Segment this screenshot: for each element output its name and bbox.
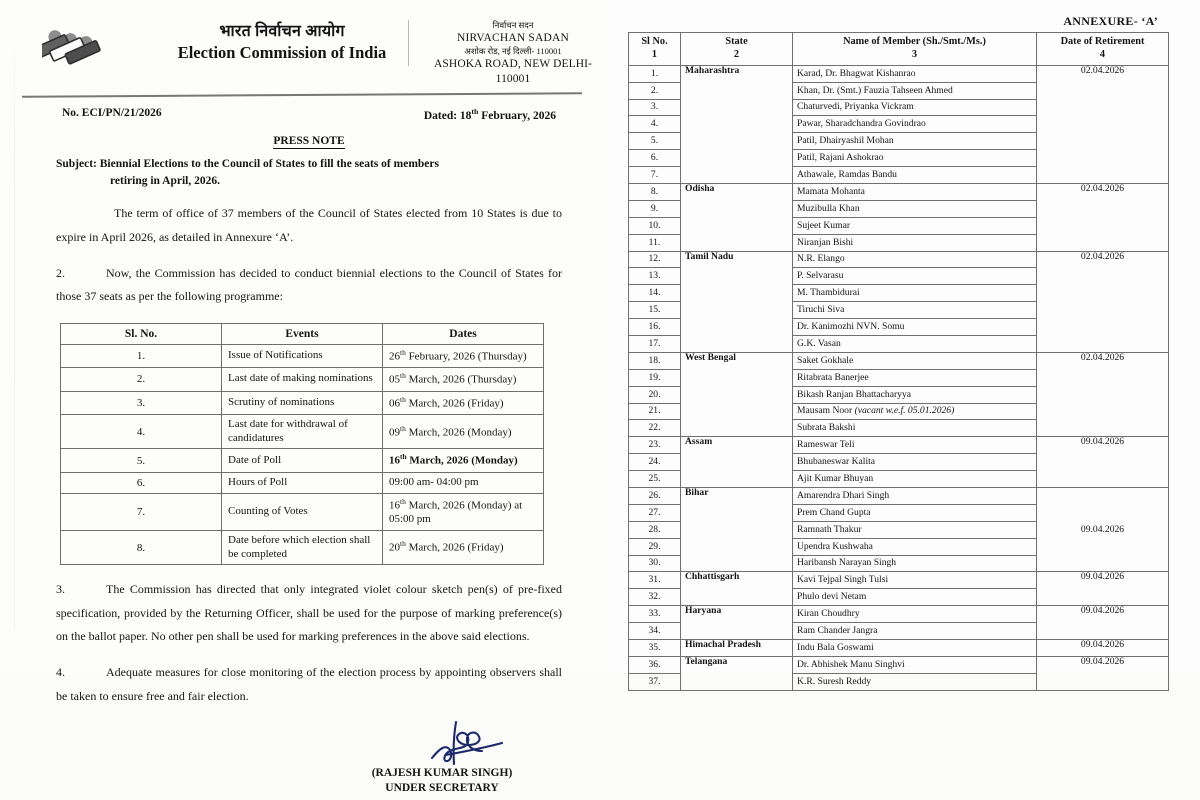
annexure-body — [629, 65, 1169, 690]
annexure-header-slno: Sl No. 1 — [629, 33, 681, 66]
annexure-cell-member: P. Selvarasu — [793, 268, 1037, 285]
annexure-cell-member: Kiran Choudhry — [793, 606, 1037, 623]
schedule-cell-date: 20th March, 2026 (Friday) — [383, 530, 544, 565]
schedule-cell-slno: 4. — [61, 414, 222, 449]
annexure-cell-retirement-date: 02.04.2026 — [1037, 65, 1169, 183]
annexure-cell-slno: 2. — [629, 82, 681, 99]
schedule-cell-date: 05th March, 2026 (Thursday) — [383, 368, 544, 391]
schedule-cell-slno: 3. — [61, 391, 222, 414]
table-row — [61, 493, 544, 530]
annexure-cell-member: Ajit Kumar Bhuyan — [793, 471, 1037, 488]
annexure-cell-slno: 14. — [629, 285, 681, 302]
letterhead-divider — [408, 20, 409, 66]
schedule-cell-event: Last date for withdrawal of candidatures — [222, 414, 383, 449]
schedule-cell-event: Scrutiny of nominations — [222, 391, 383, 414]
table-row — [629, 572, 1169, 589]
schedule-cell-slno: 1. — [61, 344, 222, 367]
annexure-cell-retirement-date: 02.04.2026 — [1037, 251, 1169, 352]
annexure-cell-member: Saket Gokhale — [793, 352, 1037, 369]
annexure-cell-member: Amarendra Dhari Singh — [793, 487, 1037, 504]
annexure-header-retirement: Date of Retirement 4 — [1037, 33, 1169, 66]
annexure-cell-member: Phulo devi Netam — [793, 589, 1037, 606]
annexure-cell-member: Rameswar Teli — [793, 437, 1037, 454]
eci-ballot-logo-icon — [42, 18, 116, 80]
schedule-cell-slno: 8. — [61, 530, 222, 565]
table-row — [61, 414, 544, 449]
annexure-cell-slno: 37. — [629, 673, 681, 690]
schedule-header-dates: Dates — [383, 323, 544, 344]
schedule-cell-event: Hours of Poll — [222, 472, 383, 493]
table-row — [629, 437, 1169, 454]
annexure-cell-slno: 26. — [629, 487, 681, 504]
annexure-cell-slno: 18. — [629, 352, 681, 369]
table-row — [629, 65, 1169, 82]
paragraph-1: The term of office of 37 members of the Council of States elected from 10 States is due to expire in April 2026, as detailed in Annexure ‘A’. — [56, 206, 562, 244]
annexure-cell-member: Khan, Dr. (Smt.) Fauzia Tahseen Ahmed — [793, 82, 1037, 99]
schedule-cell-date: 06th March, 2026 (Friday) — [383, 391, 544, 414]
annexure-cell-member: Ramnath Thakur — [793, 521, 1037, 538]
table-row — [629, 640, 1169, 657]
address-hindi-2: अशोक रोड, नई दिल्ली- 110001 — [464, 45, 562, 56]
annexure-cell-slno: 4. — [629, 116, 681, 133]
signatory-designation: UNDER SECRETARY — [385, 782, 499, 795]
schedule-cell-date: 09:00 am- 04:00 pm — [383, 472, 544, 493]
table-row — [61, 391, 544, 414]
annexure-cell-state: Maharashtra — [681, 65, 793, 183]
address-hindi-1: निर्वाचन सदन — [492, 20, 534, 30]
annexure-cell-slno: 21. — [629, 403, 681, 420]
annexure-cell-slno: 17. — [629, 335, 681, 352]
annexure-cell-slno: 22. — [629, 420, 681, 437]
table-row — [61, 449, 544, 472]
annexure-cell-slno: 33. — [629, 606, 681, 623]
annexure-cell-member: Sujeet Kumar — [793, 217, 1037, 234]
annexure-cell-slno: 24. — [629, 454, 681, 471]
annexure-cell-slno: 6. — [629, 150, 681, 167]
vacancy-note: (vacant w.e.f. 05.01.2026) — [854, 405, 955, 417]
annexure-cell-slno: 23. — [629, 437, 681, 454]
annexure-cell-member: Patil, Dhairyashil Mohan — [793, 133, 1037, 150]
annexure-cell-member: Haribansh Narayan Singh — [793, 555, 1037, 572]
annexure-cell-slno: 27. — [629, 504, 681, 521]
annexure-cell-retirement-date: 09.04.2026 — [1037, 606, 1169, 640]
schedule-cell-event: Last date of making nominations — [222, 368, 383, 391]
paragraph-2: 2. Now, the Commission has decided to conduct biennial elections to the Council of States for those 37 seats as per the following programme: — [56, 265, 562, 304]
annexure-cell-member: Dr. Kanimozhi NVN. Somu — [793, 319, 1037, 336]
annexure-cell-slno: 32. — [629, 589, 681, 606]
annexure-cell-slno: 8. — [629, 183, 681, 200]
schedule-body — [61, 344, 544, 565]
schedule-cell-event: Date of Poll — [222, 449, 383, 472]
annexure-header-state: State 2 — [681, 33, 793, 66]
annexure-cell-retirement-date: 02.04.2026 — [1037, 352, 1169, 436]
table-row — [61, 530, 544, 565]
annexure-cell-slno: 31. — [629, 572, 681, 589]
annexure-cell-state: Haryana — [681, 606, 793, 640]
annexure-header-member: Name of Member (Sh./Smt./Ms.) 3 — [793, 33, 1037, 66]
annexure-cell-state: West Bengal — [681, 352, 793, 436]
subject-text-line1: Biennial Elections to the Council of States to fill the seats of members — [99, 157, 439, 170]
schedule-header-row — [61, 323, 544, 344]
annexure-cell-member: K.R. Suresh Reddy — [793, 673, 1037, 690]
annexure-cell-state: Assam — [681, 437, 793, 488]
schedule-header-slno: Sl. No. — [61, 323, 222, 344]
annexure-cell-member: Ritabrata Banerjee — [793, 369, 1037, 386]
table-row — [629, 251, 1169, 268]
annexure-cell-slno: 19. — [629, 369, 681, 386]
table-row — [629, 606, 1169, 623]
address-english-1: NIRVACHAN SADAN — [456, 32, 570, 45]
table-row — [629, 183, 1169, 200]
annexure-cell-slno: 12. — [629, 251, 681, 268]
address-english-2: ASHOKA ROAD, NEW DELHI-110001 — [434, 58, 592, 85]
annexure-cell-slno: 30. — [629, 555, 681, 572]
schedule-cell-date: 09th March, 2026 (Monday) — [383, 414, 544, 449]
annexure-cell-retirement-date: 09.04.2026 — [1037, 437, 1169, 488]
reference-line — [56, 107, 562, 122]
annexure-title: ANNEXURE- ‘A’ — [1063, 14, 1158, 28]
annexure-cell-slno: 11. — [629, 234, 681, 251]
reference-number: No. ECI/PN/21/2026 — [62, 107, 162, 119]
schedule-cell-date: 26th February, 2026 (Thursday) — [383, 344, 544, 367]
annexure-cell-slno: 28. — [629, 521, 681, 538]
annexure-cell-member: Bhubaneswar Kalita — [793, 454, 1037, 471]
document-date: Dated: 18th February, 2026 — [423, 107, 556, 122]
annexure-cell-member: Niranjan Bishi — [793, 234, 1037, 251]
annexure-cell-member: Ram Chander Jangra — [793, 623, 1037, 640]
press-note-heading: PRESS NOTE — [273, 134, 345, 147]
annexure-cell-state: Himachal Pradesh — [681, 640, 793, 657]
annexure-cell-state: Chhattisgarh — [681, 572, 793, 606]
annexure-cell-member: Karad, Dr. Bhagwat Kishanrao — [793, 65, 1037, 82]
annexure-cell-member: Athawale, Ramdas Bandu — [793, 167, 1037, 184]
annexure-cell-slno: 1. — [629, 65, 681, 82]
schedule-cell-slno: 2. — [61, 368, 222, 391]
annexure-cell-slno: 3. — [629, 99, 681, 116]
subject-label: Subject: — [56, 157, 97, 170]
annexure-cell-slno: 16. — [629, 319, 681, 336]
annexure-cell-slno: 7. — [629, 167, 681, 184]
annexure-page — [610, 0, 1200, 687]
paragraph-4: 4. Adequate measures for close monitoring of the election process by appointing observers shall be taken to ensure free and fair election. — [56, 665, 562, 703]
annexure-cell-member: Tiruchi Siva — [793, 302, 1037, 319]
annexure-cell-slno: 35. — [629, 640, 681, 657]
annexure-cell-member: Dr. Abhishek Manu Singhvi — [793, 656, 1037, 673]
schedule-cell-date: 16th March, 2026 (Monday) at 05:00 pm — [383, 493, 544, 530]
table-row — [629, 352, 1169, 369]
annexure-cell-member: Kavi Tejpal Singh Tulsi — [793, 572, 1037, 589]
annexure-cell-slno: 13. — [629, 268, 681, 285]
annexure-cell-state: Tamil Nadu — [681, 251, 793, 352]
annexure-cell-member: Mausam Noor (vacant w.e.f. 05.01.2026) — [793, 403, 1037, 420]
signatory-name: (RAJESH KUMAR SINGH) — [371, 767, 513, 780]
annexure-cell-retirement-date: 02.04.2026 — [1037, 183, 1169, 251]
annexure-cell-member: Mamata Mohanta — [793, 183, 1037, 200]
annexure-cell-slno: 10. — [629, 217, 681, 234]
schedule-header-events: Events — [222, 323, 383, 344]
annexure-cell-slno: 36. — [629, 656, 681, 673]
annexure-cell-retirement-date: 09.04.2026 — [1037, 572, 1169, 606]
signature-block — [56, 726, 562, 800]
schedule-cell-event: Issue of Notifications — [222, 344, 383, 367]
subject-line — [56, 156, 562, 189]
table-row — [61, 368, 544, 391]
annexure-cell-retirement-date: 09.04.2026 — [1037, 640, 1169, 657]
header-rule — [22, 92, 582, 97]
schedule-cell-event: Counting of Votes — [222, 493, 383, 530]
annexure-cell-slno: 29. — [629, 538, 681, 555]
annexure-cell-member: Prem Chand Gupta — [793, 504, 1037, 521]
annexure-cell-state: Bihar — [681, 487, 793, 571]
organisation-name — [164, 22, 400, 64]
schedule-cell-date: 16th March, 2026 (Monday) — [383, 449, 544, 472]
annexure-cell-member: Bikash Ranjan Bhattacharyya — [793, 386, 1037, 403]
table-row — [629, 656, 1169, 673]
annexure-cell-member: Pawar, Sharadchandra Govindrao — [793, 116, 1037, 133]
annexure-cell-retirement-date: 09.04.2026 — [1037, 487, 1169, 571]
annexure-cell-member: Muzibulla Khan — [793, 200, 1037, 217]
annexure-cell-member: Subrata Bakshi — [793, 420, 1037, 437]
annexure-cell-slno: 34. — [629, 623, 681, 640]
annexure-header-row — [629, 33, 1169, 66]
annexure-cell-member: M. Thambidurai — [793, 285, 1037, 302]
address-block — [418, 20, 608, 87]
annexure-cell-member: Indu Bala Goswami — [793, 640, 1037, 657]
annexure-cell-member: N.R. Elango — [793, 251, 1037, 268]
annexure-cell-slno: 9. — [629, 200, 681, 217]
org-name-english: Election Commission of India — [177, 43, 387, 62]
table-row — [629, 487, 1169, 504]
annexure-cell-member: Patil, Rajani Ashokrao — [793, 150, 1037, 167]
election-schedule-table — [60, 323, 544, 566]
org-name-hindi: भारत निर्वाचन आयोग — [219, 23, 345, 40]
annexure-cell-state: Telangana — [681, 656, 793, 690]
annexure-cell-member: Chaturvedi, Priyanka Vickram — [793, 99, 1037, 116]
annexure-cell-slno: 15. — [629, 302, 681, 319]
subject-text-line2: retiring in April, 2026. — [110, 174, 220, 187]
table-row — [61, 344, 544, 367]
annexure-cell-retirement-date: 09.04.2026 — [1037, 656, 1169, 690]
annexure-cell-slno: 5. — [629, 133, 681, 150]
annexure-cell-slno: 25. — [629, 471, 681, 488]
schedule-cell-slno: 6. — [61, 472, 222, 493]
schedule-cell-event: Date before which election shall be completed — [222, 530, 383, 565]
annexure-cell-state: Odisha — [681, 183, 793, 251]
annexure-cell-member: G.K. Vasan — [793, 335, 1037, 352]
annexure-cell-slno: 20. — [629, 386, 681, 403]
paragraph-3: 3. The Commission has directed that only integrated violet colour sketch pen(s) of pre-fixed specification, provided by the Returning Officer, shall be used for the purpose of marking preference(s) on the ballot paper. No other pen shall be used for marking preferences in the above said elections. — [56, 582, 562, 644]
annexure-cell-member: Upendra Kushwaha — [793, 538, 1037, 555]
signatory-details — [332, 766, 552, 796]
schedule-cell-slno: 7. — [61, 493, 222, 530]
annexure-table — [628, 32, 1169, 691]
table-row — [61, 472, 544, 493]
schedule-cell-slno: 5. — [61, 449, 222, 472]
letterhead — [56, 12, 592, 90]
